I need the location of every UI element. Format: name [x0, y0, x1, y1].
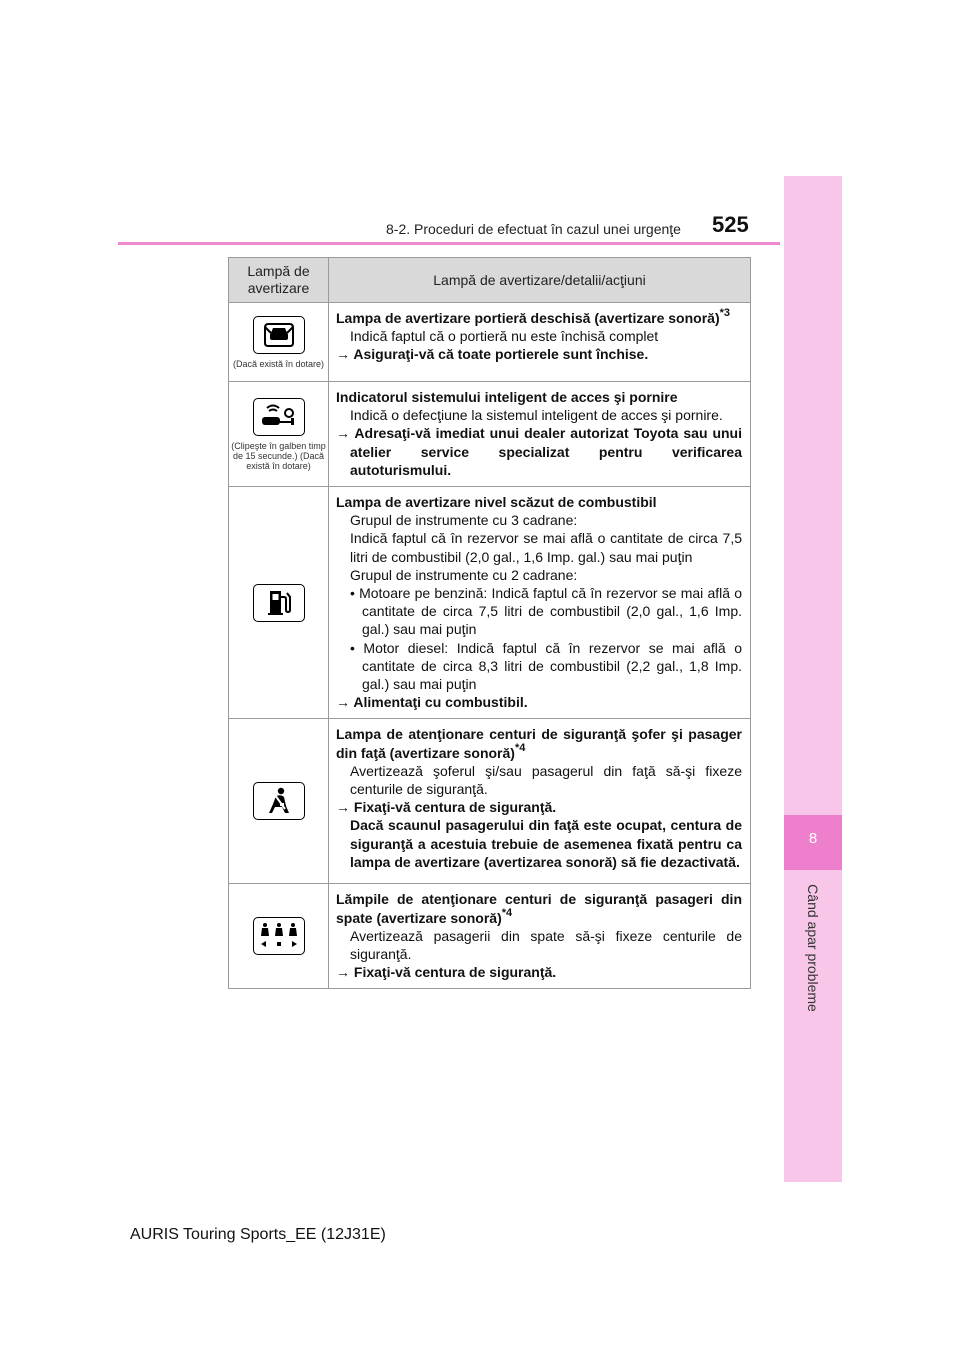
chapter-side-tab: [784, 176, 842, 1182]
icon-cell: [229, 719, 329, 884]
description-cell: [329, 382, 751, 487]
document-footer: AURIS Touring Sports_EE (12J31E): [130, 1226, 386, 1243]
description-cell: [329, 303, 751, 382]
lamp-action: → Fixaţi-vă centura de siguranţă.: [336, 964, 557, 981]
lamp-action: → Adresaţi-vă imediat unui dealer autorizat Toyota sau unui atelier service specializat pentru verificarea autoturismului.: [336, 425, 742, 478]
table-header-row: [229, 258, 751, 303]
lamp-title: Lampa de atenţionare centuri de siguranţă şofer şi pasager din faţă (avertizare sonoră)$^{*4}$: [336, 726, 742, 761]
lamp-description: Indică faptul că o portieră nu este închisă complet: [350, 328, 659, 345]
column-header-lamp: Lampă de avertizare: [229, 258, 329, 303]
page-number: 525: [712, 212, 749, 237]
lamp-description: Indică o defecţiune la sistemul inteligent de acces şi pornire.: [350, 407, 723, 424]
table-row: [229, 382, 751, 487]
lamp-title: Indicatorul sistemului inteligent de acces şi pornire: [336, 389, 678, 405]
table-row: [229, 719, 751, 884]
door-open-warning-icon: [253, 316, 305, 354]
availability-note: (Clipeşte în galben timp de 15 secunde.) (Dacă există în dotare): [231, 440, 326, 471]
lamp-description: Indică faptul că în rezervor se mai află o cantitate de circa 7,5 litri de combustibil (2,0 gal., 1,6 Imp. gal.) sau mai puţin: [350, 530, 742, 565]
footnote-marker: *4: [501, 906, 513, 919]
description-cell: [329, 884, 751, 989]
lamp-action: → Alimentaţi cu combustibil.: [336, 694, 528, 711]
availability-note: (Dacă există în dotare): [232, 358, 325, 369]
table-row: [229, 884, 751, 989]
icon-cell: [229, 303, 329, 382]
section-title: 8-2. Proceduri de efectuat în cazul unei urgenţe: [386, 221, 681, 237]
lamp-title: Lămpile de atenţionare centuri de siguranţă pasageri din spate (avertizare sonoră)$^{*4}$: [336, 891, 742, 926]
description-cell: [329, 487, 751, 719]
footnote-marker: *4: [514, 741, 526, 754]
lamp-action-detail: Dacă scaunul pasagerului din faţă este ocupat, centura de siguranţă a acestuia trebuie de asemenea fixată pentru ca lampa de avertizare (avertizarea sonoră) să fie dezactivată.: [350, 817, 742, 870]
lamp-description: Avertizează pasagerii din spate să-şi fixeze centurile de siguranţă.: [350, 927, 742, 963]
header-rule: [118, 242, 780, 245]
cluster-type-label: Grupul de instrumente cu 2 cadrane:: [350, 566, 578, 583]
icon-cell: [229, 487, 329, 719]
cluster-type-label: Grupul de instrumente cu 3 cadrane:: [350, 512, 578, 529]
chapter-label: Când apar probleme: [805, 884, 821, 1012]
icon-cell: [229, 884, 329, 989]
list-item: • Motoare pe benzină: Indică faptul că în rezervor se mai află o cantitate de circa 7,5 litri de combustibil (2,0 gal., 1,6 Imp. gal.) sau mai puţin: [350, 585, 742, 638]
footnote-marker: *3: [719, 307, 731, 319]
seatbelt-icon: [253, 782, 305, 820]
lamp-action: → Asiguraţi-vă că toate portierele sunt închise.: [336, 346, 649, 363]
warning-lights-table: [228, 257, 751, 989]
table-row: [229, 487, 751, 719]
table-row: [229, 303, 751, 382]
lamp-title: Lampa de avertizare nivel scăzut de combustibil: [336, 494, 657, 511]
rear-seatbelt-icon: [253, 917, 305, 955]
lamp-description: Avertizează şoferul şi/sau pasagerul din faţă să-şi fixeze centurile de siguranţă.: [350, 762, 742, 798]
smart-key-icon: [253, 398, 305, 436]
lamp-action: → Fixaţi-vă centura de siguranţă.: [336, 799, 557, 816]
icon-cell: [229, 382, 329, 487]
column-header-details: Lampă de avertizare/detalii/acţiuni: [329, 258, 751, 303]
chapter-number: 8: [808, 830, 818, 847]
description-cell: [329, 719, 751, 884]
fuel-pump-icon: [253, 584, 305, 622]
lamp-title: Lampa de avertizare portieră deschisă (avertizare sonoră)$^{*3}$: [336, 307, 731, 326]
list-item: • Motor diesel: Indică faptul că în rezervor se mai află o cantitate de circa 8,3 litri de combustibil (2,2 gal., 1,8 Imp. gal.) sau mai puţin: [350, 639, 742, 693]
